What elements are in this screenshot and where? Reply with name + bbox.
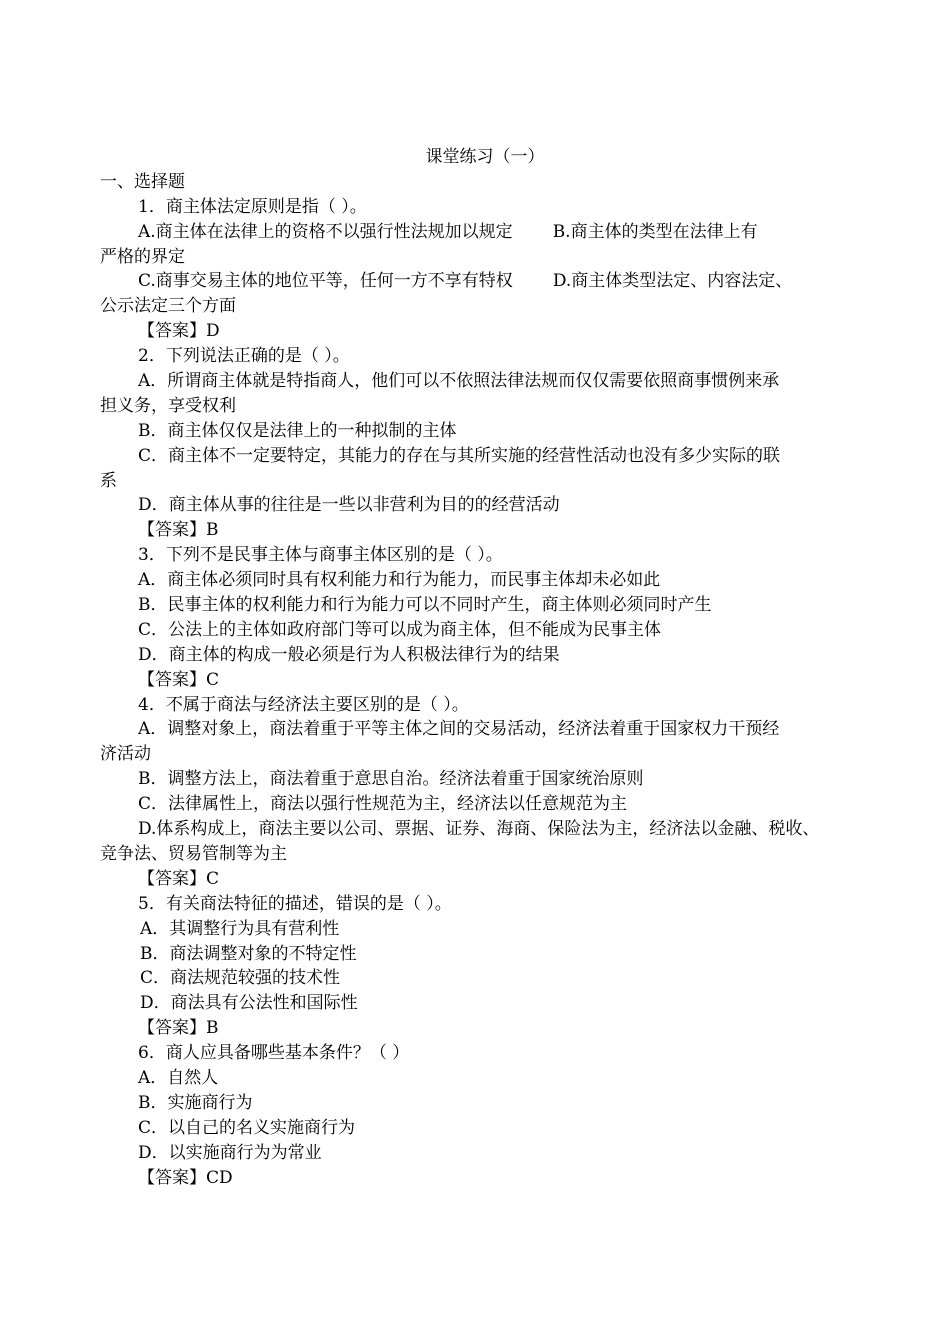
q5-option-d: D．商法具有公法性和国际性 [140,993,358,1014]
q1-option-b: B.商主体的类型在法律上有 [552,221,758,242]
page-title: 课堂练习（一） [425,147,545,167]
q4-option-d: D.体系构成上，商法主要以公司、票据、证券、海商、保险法为主，经济法以金融、税收、 [138,819,820,840]
q1-option-c: C.商事交易主体的地位平等，任何一方不享有特权 [138,271,513,292]
q1-option-d-cont: 公示法定三个方面 [100,296,236,317]
q1-option-a: A.商主体在法律上的资格不以强行性法规加以规定 [138,221,513,242]
q6-option-a: A．自然人 [138,1067,219,1088]
q1-option-d: D.商主体类型法定、内容法定、 [552,271,793,292]
q6-option-d: D．以实施商行为为常业 [138,1142,322,1163]
q2-option-a-cont: 担义务，享受权利 [100,395,236,416]
q1-options-ab [100,220,860,245]
q4-option-a: A．调整对象上，商法着重于平等主体之间的交易活动，经济法着重于国家权力干预经 [138,719,780,740]
q1-answer: 【答案】D [138,321,220,342]
q1-stem: 1．商主体法定原则是指（ ）。 [138,196,367,217]
q4-stem: 4．不属于商法与经济法主要区别的是（ ）。 [138,694,469,715]
q3-option-b: B．民事主体的权利能力和行为能力可以不同时产生，商主体则必须同时产生 [138,595,712,616]
section-heading: 一、选择题 [100,171,185,192]
q1-options-cd [100,269,860,294]
q2-stem: 2．下列说法正确的是（ ）。 [138,346,350,367]
q4-option-c: C．法律属性上，商法以强行性规范为主，经济法以任意规范为主 [138,794,628,815]
q2-option-a: A．所谓商主体就是特指商人，他们可以不依照法律法规而仅仅需要依照商事惯例来承 [138,371,780,392]
q5-option-c: C．商法规范较强的技术性 [140,968,341,989]
q5-option-b: B．商法调整对象的不特定性 [140,943,357,964]
q5-option-a: A．其调整行为具有营利性 [140,918,340,939]
q3-answer: 【答案】C [138,669,220,690]
q2-option-b: B．商主体仅仅是法律上的一种拟制的主体 [138,420,457,441]
document-body [100,145,860,1190]
q6-option-c: C．以自己的名义实施商行为 [138,1117,356,1138]
q1-option-b-cont: 严格的界定 [100,246,185,267]
q3-option-c: C．公法上的主体如政府部门等可以成为商主体，但不能成为民事主体 [138,619,662,640]
q6-answer: 【答案】CD [138,1167,233,1188]
q4-option-a-cont: 济活动 [100,744,151,765]
q4-answer: 【答案】C [138,868,220,889]
q6-stem: 6．商人应具备哪些基本条件？（ ） [138,1043,410,1064]
q2-option-c: C．商主体不一定要特定，其能力的存在与其所实施的经营性活动也没有多少实际的联 [138,445,781,466]
q2-option-c-cont: 系 [100,470,117,491]
q2-option-d: D．商主体从事的往往是一些以非营利为目的的经营活动 [138,495,560,516]
q6-option-b: B．实施商行为 [138,1092,253,1113]
q4-option-b: B．调整方法上，商法着重于意思自治。经济法着重于国家统治原则 [138,769,644,790]
q2-answer: 【答案】B [138,520,219,541]
q5-answer: 【答案】B [138,1018,219,1039]
q3-option-d: D．商主体的构成一般必须是行为人积极法律行为的结果 [138,644,560,665]
q3-option-a: A．商主体必须同时具有权利能力和行为能力，而民事主体却未必如此 [138,570,661,591]
q3-stem: 3．下列不是民事主体与商事主体区别的是（ ）。 [138,545,503,566]
q4-option-d-cont: 竞争法、贸易管制等为主 [100,843,287,864]
q5-stem: 5．有关商法特征的描述，错误的是（ ）。 [138,893,452,914]
